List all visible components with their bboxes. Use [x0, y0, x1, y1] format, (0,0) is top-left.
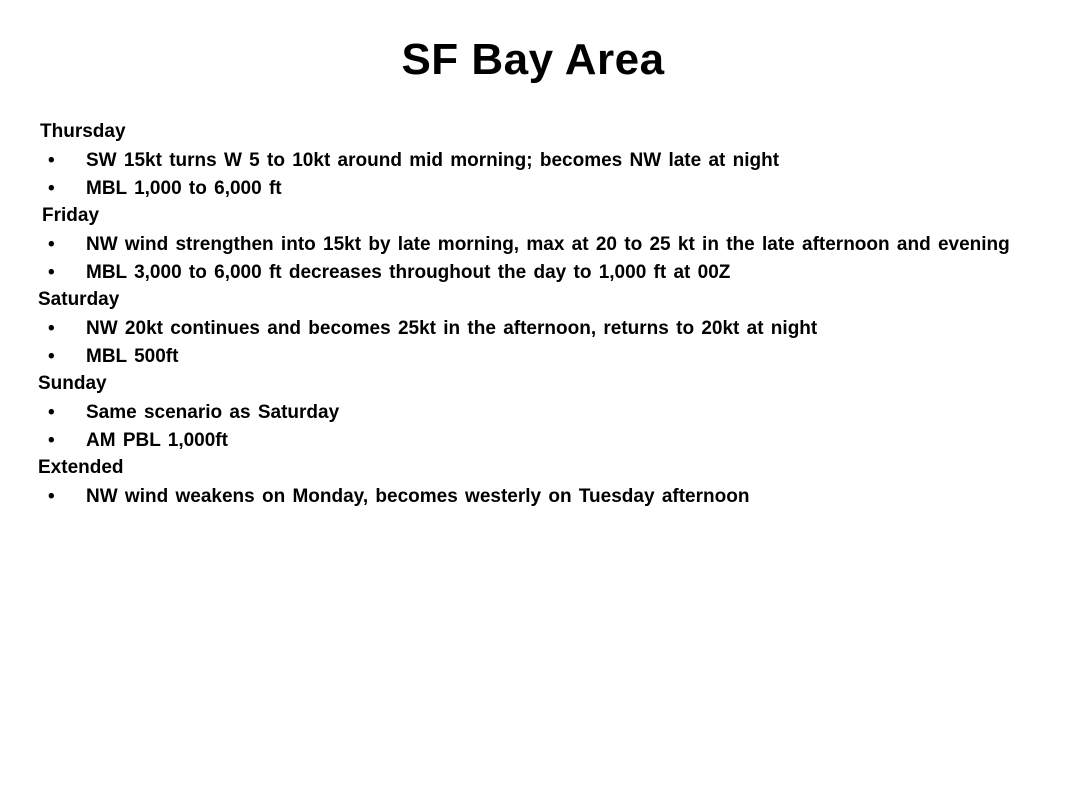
bullet-item — [38, 399, 1048, 426]
day-heading: Thursday — [40, 121, 126, 142]
bullet-list — [38, 315, 1048, 370]
bullet-dot: • — [48, 318, 55, 339]
bullet-dot: • — [48, 486, 55, 507]
bullet-text: Same scenario as Saturday — [86, 402, 340, 423]
bullet-item — [38, 343, 1048, 370]
bullet-text: SW 15kt turns W 5 to 10kt around mid morning; becomes NW late at night — [86, 150, 780, 171]
bullet-text: NW wind weakens on Monday, becomes westerly on Tuesday afternoon — [86, 486, 750, 507]
section-saturday — [38, 286, 1048, 370]
bullet-list — [38, 147, 1048, 202]
bullet-text: AM PBL 1,000ft — [86, 430, 228, 451]
bullet-list — [38, 399, 1048, 454]
bullet-text: MBL 1,000 to 6,000 ft — [86, 178, 282, 199]
section-sunday — [38, 370, 1048, 454]
day-heading: Friday — [42, 205, 100, 226]
slide-title: SF Bay Area — [401, 35, 665, 84]
section-extended — [38, 454, 1048, 510]
bullet-item — [38, 175, 1048, 202]
bullet-dot: • — [48, 150, 55, 171]
bullet-dot: • — [48, 402, 55, 423]
day-heading: Saturday — [38, 289, 120, 310]
bullet-text: NW 20kt continues and becomes 25kt in the afternoon, returns to 20kt at night — [86, 318, 818, 339]
bullet-dot: • — [48, 262, 55, 283]
bullet-item — [38, 315, 1048, 342]
bullet-item — [38, 483, 1048, 510]
bullet-text: MBL 500ft — [86, 346, 179, 367]
bullet-list — [38, 483, 1048, 510]
bullet-item — [38, 259, 1048, 286]
section-friday — [38, 202, 1048, 286]
bullet-text: NW wind strengthen into 15kt by late morning, max at 20 to 25 kt in the late afternoon and evening — [86, 234, 1010, 255]
bullet-dot: • — [48, 430, 55, 451]
bullet-text: MBL 3,000 to 6,000 ft decreases throughout the day to 1,000 ft at 00Z — [86, 262, 731, 283]
bullet-item — [38, 427, 1048, 454]
bullet-dot: • — [48, 346, 55, 367]
section-thursday — [38, 118, 1048, 202]
forecast-content — [38, 118, 1048, 510]
bullet-item — [38, 147, 1048, 174]
bullet-dot: • — [48, 178, 55, 199]
day-heading: Extended — [38, 457, 124, 478]
bullet-item — [38, 231, 1048, 258]
bullet-list — [38, 231, 1048, 286]
day-heading: Sunday — [38, 373, 107, 394]
bullet-dot: • — [48, 234, 55, 255]
